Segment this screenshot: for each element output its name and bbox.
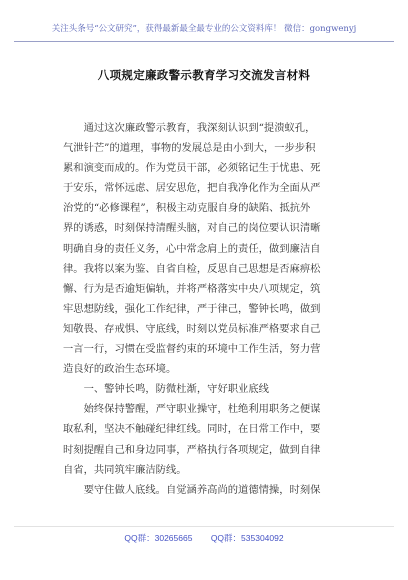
body-line: 治党的“必修课程”，积极主动克服自身的缺陷、抵抗外 xyxy=(63,202,311,215)
body-line: 气泄针芒”的道理，事物的发展总是由小到大，一步步积 xyxy=(63,142,316,155)
header-notice: 关注头条号“公文研究”，获得最新最全最专业的公文资料库！ 微信：gongwenyj xyxy=(51,24,357,34)
body-line: 造良好的政治生态环境。 xyxy=(63,363,177,376)
section-heading: 一、警钟长鸣，防微杜渐，守好职业底线 xyxy=(63,383,269,396)
body-line: 通过这次廉政警示教育，我深刻认识到“提溃蚁孔， xyxy=(63,122,316,134)
document-body xyxy=(63,118,345,500)
header-divider xyxy=(14,41,394,42)
body-line: 界的诱惑，时刻保持清醒头脑，对自己的岗位要认识清晰 xyxy=(63,222,321,235)
body-line: 于安乐，常怀远虑、居安思危，把自我净化作为全面从严 xyxy=(63,182,321,195)
footer-divider xyxy=(14,526,394,527)
body-line: 要守住做人底线。自觉涵养高尚的道德情操，时刻保 xyxy=(63,483,321,496)
document-title: 八项规定廉政警示教育学习交流发言材料 xyxy=(97,68,311,82)
body-line: 牢思想防线，强化工作纪律，严于律己，警钟长鸣，做到 xyxy=(63,302,321,315)
body-line: 取私利，坚决不触碰纪律红线。同时，在日常工作中，要 xyxy=(63,423,321,436)
footer-qq-group-1: QQ群：30265665 xyxy=(124,533,193,543)
body-line: 时刻提醒自己和身边同事，严格执行各项规定，做到自律 xyxy=(63,443,321,456)
body-line: 一言一行，习惯在受监督约束的环境中工作生活，努力营 xyxy=(63,343,321,356)
footer xyxy=(0,532,408,544)
body-line: 明确自身的责任义务，心中常念肩上的责任，做到廉洁自 xyxy=(63,242,321,255)
body-line: 懈、行为是否逾矩偏轨，并将严格落实中央八项规定，筑 xyxy=(63,282,321,295)
footer-qq-group-2: QQ群：535304092 xyxy=(210,533,284,543)
body-line: 始终保持警醒，严守职业操守，杜绝利用职务之便谋 xyxy=(63,403,321,416)
body-line: 自省，共同筑牢廉洁防线。 xyxy=(63,463,187,476)
body-line: 累和演变而成的。作为党员干部，必须铭记生于忧患、死 xyxy=(63,162,321,175)
body-line: 律。我将以案为鉴、自省自检，反思自己思想是否麻痹松 xyxy=(63,262,321,275)
body-line: 知敬畏、存戒惧、守底线，时刻以党员标准严格要求自己 xyxy=(63,322,321,335)
